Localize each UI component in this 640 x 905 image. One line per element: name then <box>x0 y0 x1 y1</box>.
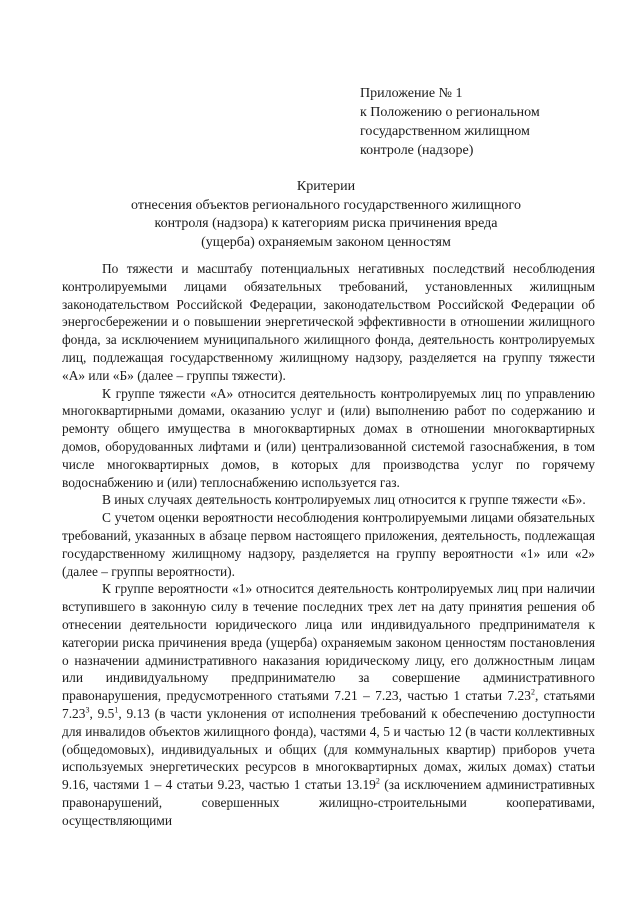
document-body <box>62 260 595 830</box>
title-line: (ущерба) охраняемым законом ценностям <box>201 234 451 250</box>
paragraph-probability-group-1 <box>62 580 595 829</box>
appendix-line: контроле (надзоре) <box>360 143 474 158</box>
text-run: (за исключением административных правонарушений, совершенных жилищно-строительными кооперативами, осуществляющими <box>62 777 595 828</box>
superscript: 2 <box>530 687 535 697</box>
title-line: отнесения объектов регионального государственного жилищного <box>131 197 521 213</box>
appendix-header <box>360 84 590 160</box>
superscript: 3 <box>85 705 90 715</box>
appendix-line: государственном жилищном <box>360 124 530 139</box>
text-run: , 9.13 (в части уклонения от исполнения требований к обеспечению доступности для инвалидов объектов жилищного фонда), частями 4, 5 и частью 12 (в части коллективных (общедомовых), индивидуальных и общих (для коммунальных квартир) приборов учета используемых энергетических ресурсов в многоквартирных домах, жилых домах) статьи 9.16, частями 1 – 4 статьи 9.23, частью 1 статьи 13.19 <box>62 705 595 793</box>
text-run: , 9.5 <box>89 705 115 721</box>
paragraph-group-a: К группе тяжести «А» относится деятельность контролируемых лиц по управлению многоквартирными домами, оказанию услуг и (или) выполнению работ по содержанию и ремонту общего имущества в многоквартирных домах в отношении многоквартирных домов, оборудованных лифтами и (или) централизованной системой газоснабжения, в том числе многоквартирных домов, в которых для производства услуг по горячему водоснабжению и (или) теплоснабжению используется газ. <box>62 385 595 490</box>
text-run: К группе вероятности «1» относится деятельность контролируемых лиц при наличии вступившего в законную силу в течение последних трех лет на дату принятия решения об отнесении деятельности юридического лица или индивидуального предпринимателя к категории риска причинения вреда (ущерба) охраняемым законом ценностям постановления о назначении административного наказания юридическому лицу, его должностным лицам или индивидуальному предпринимателю за совершение административного правонарушения, предусмотренного статьями 7.21 – 7.23, частью 1 статьи 7.23 <box>62 581 595 704</box>
text-run: , статьями 7.23 <box>62 688 595 721</box>
appendix-line: Приложение № 1 <box>360 86 463 101</box>
paragraph-severity-groups: По тяжести и масштабу потенциальных негативных последствий несоблюдения контролируемыми лицами обязательных требований, установленных жилищным законодательством Российской Федерации, законодательством Российской Федерации об энергосбережении и о повышении энергетической эффективности в отношении жилищного фонда, за исключением муниципального жилищного фонда, деятельность контролируемых лиц, подлежащая государственному жилищному надзору, разделяется на группу тяжести «А» или «Б» (далее – группы тяжести). <box>62 261 595 383</box>
document-title <box>62 178 590 252</box>
superscript: 1 <box>114 705 119 715</box>
paragraph-probability-groups: С учетом оценки вероятности несоблюдения контролируемыми лицами обязательных требований, указанных в абзаце первом настоящего приложения, деятельность, подлежащая государственному жилищному надзору, разделяется на группу вероятности «1» или «2» (далее – группы вероятности). <box>62 510 595 579</box>
appendix-line: к Положению о региональном <box>360 105 540 120</box>
title-heading: Критерии <box>296 179 356 194</box>
superscript: 2 <box>375 776 380 786</box>
paragraph-group-b: В иных случаях деятельность контролируемых лиц относится к группе тяжести «Б». <box>102 492 586 508</box>
title-line: контроля (надзора) к категориям риска причинения вреда <box>154 216 498 231</box>
